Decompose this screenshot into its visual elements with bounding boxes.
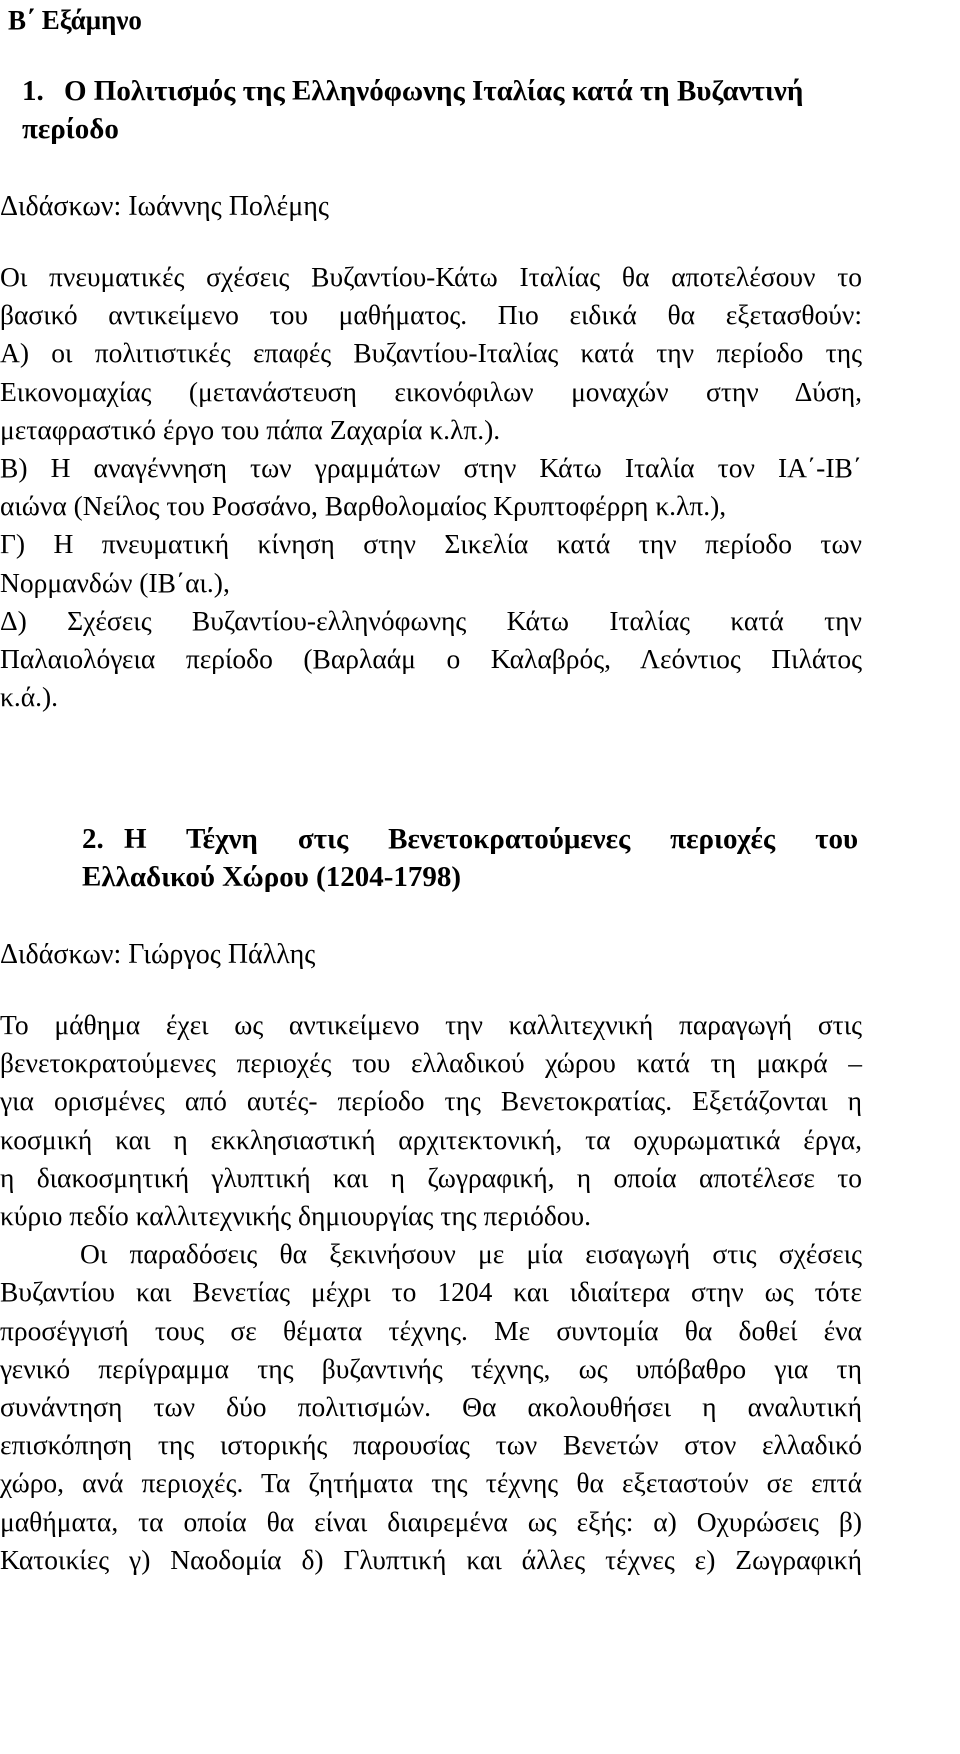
course2-title-line1: Η Τέχνη στις Βενετοκρατούμενες περιοχές του	[124, 823, 858, 855]
course1-instructor: Διδάσκων: Ιωάννης Πολέμης	[0, 191, 329, 222]
course2-line: χώρο, ανά περιοχές. Τα ζητήματα της τέχνης θα εξεταστούν σε επτά	[0, 1467, 862, 1499]
course1-line: Β) Η αναγέννηση των γραμμάτων στην Κάτω Ιταλία τον ΙΑ΄-ΙΒ΄	[0, 452, 862, 484]
course2-line: κύριο πεδίο καλλιτεχνικής δημιουργίας της περιόδου.	[0, 1200, 592, 1232]
course2-description	[0, 1006, 862, 1579]
course2-line: μαθήματα, τα οποία θα είναι διαιρεμένα ως εξής: α) Οχυρώσεις β)	[0, 1505, 862, 1537]
course2-title	[82, 820, 858, 896]
course2-line: κοσμική και η εκκλησιαστική αρχιτεκτονική, τα οχυρωματικά έργα,	[0, 1123, 862, 1155]
course1-title-line2: περίοδο	[22, 113, 119, 145]
course1-line: Εικονομαχίας (μετανάστευση εικονόφιλων μοναχών στην Δύση,	[0, 375, 862, 407]
course2-number: 2.	[82, 823, 104, 855]
course2-line: επισκόπηση της ιστορικής παρουσίας των Βενετών στον ελλαδικό	[0, 1429, 862, 1461]
course1-line: Δ) Σχέσεις Βυζαντίου-ελληνόφωνης Κάτω Ιταλίας κατά την	[0, 604, 862, 636]
course1-line: Παλαιολόγεια περίοδο (Βαρλαάμ ο Καλαβρός, Λεόντιος Πιλάτος	[0, 643, 862, 675]
course2-line: συνάντηση των δύο πολιτισμών. Θα ακολουθήσει η αναλυτική	[0, 1391, 862, 1423]
course2-line: προσέγγισή τους σε θέματα τέχνης. Με συντομία θα δοθεί ένα	[0, 1314, 862, 1346]
course2-line: βενετοκρατούμενες περιοχές του ελλαδικού χώρου κατά τη μακρά –	[0, 1047, 862, 1079]
course2-line: Οι παραδόσεις θα ξεκινήσουν με μία εισαγωγή στις σχέσεις	[80, 1238, 862, 1270]
course2-line: η διακοσμητική γλυπτική και η ζωγραφική, η οποία αποτέλεσε το	[0, 1161, 862, 1193]
course1-line: Οι πνευματικές σχέσεις Βυζαντίου-Κάτω Ιταλίας θα αποτελέσουν το	[0, 261, 862, 292]
course2-instructor: Διδάσκων: Γιώργος Πάλλης	[0, 939, 316, 970]
course2-line: Το μάθημα έχει ως αντικείμενο την καλλιτεχνική παραγωγή στις	[0, 1009, 862, 1040]
course2-line: Κατοικίες γ) Ναοδομία δ) Γλυπτική και άλλες τέχνες ε) Ζωγραφική	[0, 1543, 862, 1575]
course2-line: Βυζαντίου και Βενετίας μέχρι το 1204 και ιδιαίτερα στην ως τότε	[0, 1276, 862, 1308]
course1-line: μεταφραστικό έργο του πάπα Ζαχαρία κ.λπ.).	[0, 413, 501, 445]
course2-title-line2: Ελλαδικού Χώρου (1204-1798)	[82, 861, 462, 893]
course1-title-line1: Ο Πολιτισμός της Ελληνόφωνης Ιταλίας κατά τη Βυζαντινή	[64, 75, 804, 107]
course1-description	[0, 258, 862, 716]
semester-heading: Β΄ Εξάμηνο	[8, 5, 142, 35]
course1-line: Γ) Η πνευματική κίνηση στην Σικελία κατά την περίοδο των	[0, 528, 862, 560]
course1-line: κ.ά.).	[0, 681, 59, 713]
course1-title	[22, 72, 862, 148]
course1-line: αιώνα (Νείλος του Ροσσάνο, Βαρθολομαίος Κρυπτοφέρρη κ.λπ.),	[0, 490, 727, 522]
course1-line: Νορμανδών (ΙΒ΄αι.),	[0, 566, 230, 598]
course1-line: Α) οι πολιτιστικές επαφές Βυζαντίου-Ιταλίας κατά την περίοδο της	[0, 337, 862, 369]
course2-line: για ορισμένες από αυτές- περίοδο της Βενετοκρατίας. Εξετάζονται η	[0, 1085, 862, 1117]
course1-line: βασικό αντικείμενο του μαθήματος. Πιο ειδικά θα εξετασθούν:	[0, 299, 862, 331]
course1-number: 1.	[22, 75, 44, 107]
course2-line: γενικό περίγραμμα της βυζαντινής τέχνης, ως υπόβαθρο για τη	[0, 1352, 862, 1384]
